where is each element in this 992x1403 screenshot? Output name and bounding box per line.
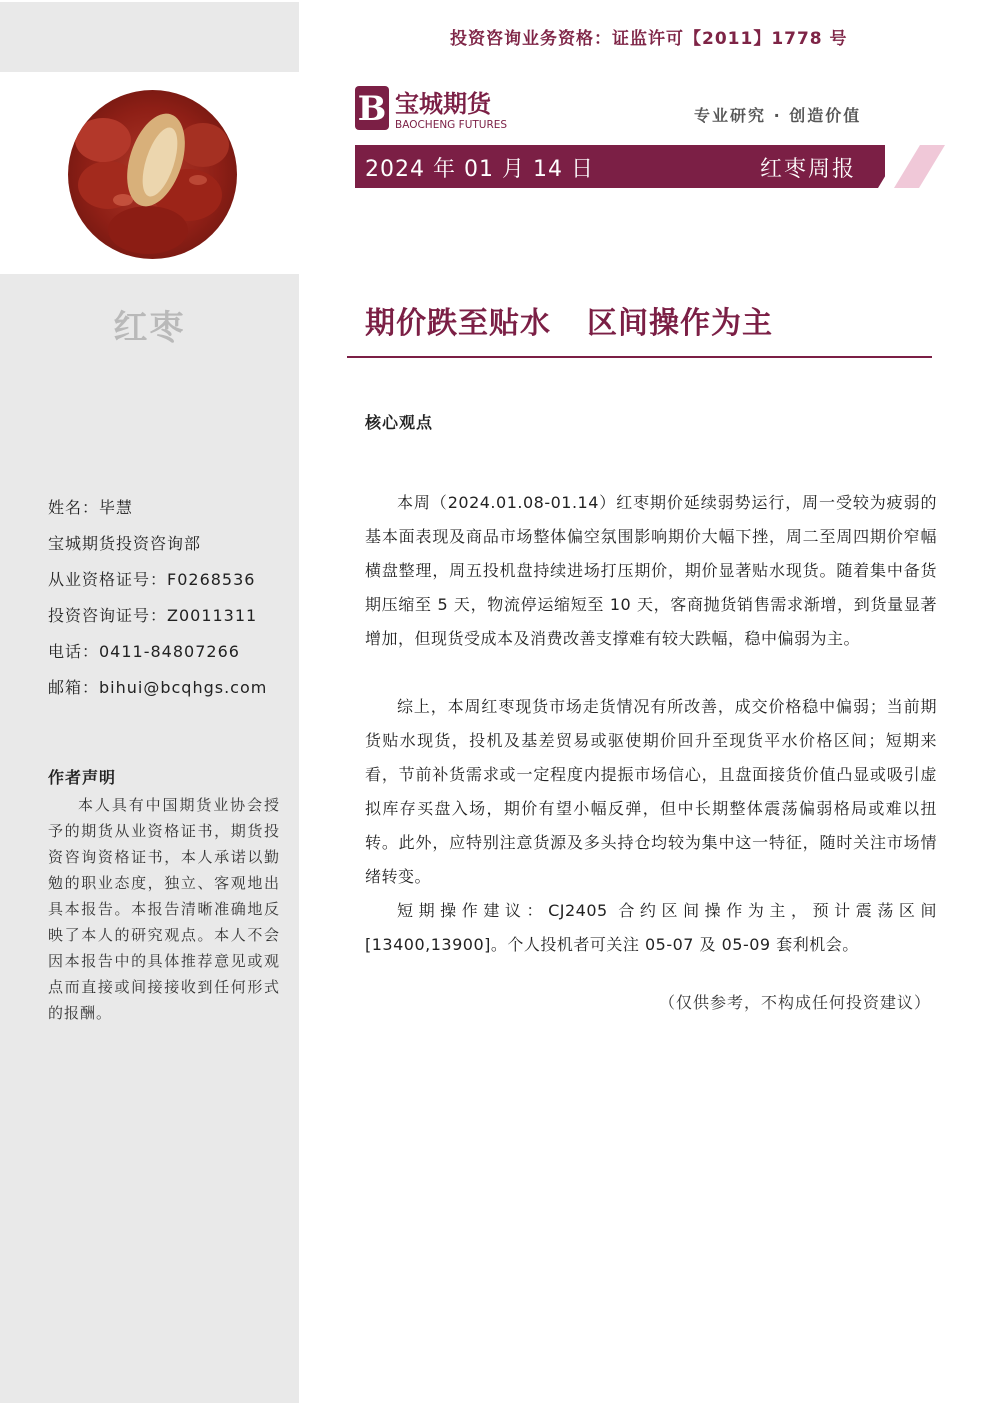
svg-text:B: B	[357, 89, 387, 129]
report-type: 红枣周报	[760, 157, 857, 182]
company-logo	[355, 84, 525, 132]
statement-body: 本人具有中国期货业协会授予的期货从业资格证书，期货投资咨询资格证书，本人承诺以勤勉的职业态度，独立、客观地出具本报告。本报告清晰准确地反映了本人的研究观点。本人不会因本报告中的具体推荐意见或观点而直接或间接接收到任何形式的报酬。	[48, 796, 280, 1022]
license-line: 投资咨询业务资格：证监许可【2011】1778 号	[450, 29, 848, 49]
paragraph-summary: 综上，本周红枣现货市场走货情况有所改善，成交价格稳中偏弱；当前期货贴水现货，投机及基差贸易或驱使期价回升至现货平水价格区间；短期来看，节前补货需求或一定程度内提振市场信心，且盘面接货价值凸显或吸引虚拟库存买盘入场，期价有望小幅反弹，但中长期整体震荡偏弱格局或难以扭转。此外，应特别注意货源及多头持仓均较为集中这一特征，随时关注市场情绪转变。	[365, 697, 937, 886]
commodity-title: 红枣	[113, 308, 186, 348]
author-phone: 电话：0411-84807266	[48, 642, 240, 661]
sidebar-top-band	[0, 2, 299, 72]
headline-part-2: 区间操作为主	[587, 306, 773, 341]
qualification-number: 从业资格证号：F0268536	[48, 570, 256, 589]
author-info	[48, 494, 288, 710]
headline	[365, 298, 809, 342]
banner-stripes	[860, 145, 945, 188]
consulting-number: 投资咨询证号：Z0011311	[48, 606, 258, 625]
disclaimer: （仅供参考，不构成任何投资建议）	[658, 993, 931, 1012]
red-dates-photo	[68, 90, 237, 259]
svg-text:BAOCHENG FUTURES: BAOCHENG FUTURES	[395, 119, 508, 131]
report-date: 2024 年 01 月 14 日	[365, 157, 594, 182]
paragraph-suggestion: 短期操作建议：CJ2405 合约区间操作为主，预计震荡区间[13400,13900]。个人投机者可关注 05-07 及 05-09 套利机会。	[365, 901, 937, 954]
svg-text:宝城期货: 宝城期货	[395, 90, 491, 118]
slogan: 专业研究 · 创造价值	[694, 106, 862, 125]
headline-rule	[347, 356, 932, 358]
headline-part-1: 期价跌至贴水	[365, 306, 551, 341]
author-department: 宝城期货投资咨询部	[48, 534, 202, 553]
statement-title: 作者声明	[48, 768, 117, 787]
author-email: 邮箱：bihui@bcqhgs.com	[48, 678, 268, 697]
author-name: 姓名：毕慧	[48, 498, 134, 517]
section-title: 核心观点	[365, 413, 434, 432]
paragraph-weekly-review: 本周（2024.01.08-01.14）红枣期价延续弱势运行，周一受较为疲弱的基本面表现及商品市场整体偏空氛围影响期价大幅下挫，周二至周四期价窄幅横盘整理，周五投机盘持续进场打压期价，期价显著贴水现货。随着集中备货期压缩至 5 天，物流停运缩短至 10 天，客商抛货销售需求渐增，到货量显著增加，但现货受成本及消费改善支撑难有较大跌幅，稳中偏弱为主。	[365, 493, 937, 648]
